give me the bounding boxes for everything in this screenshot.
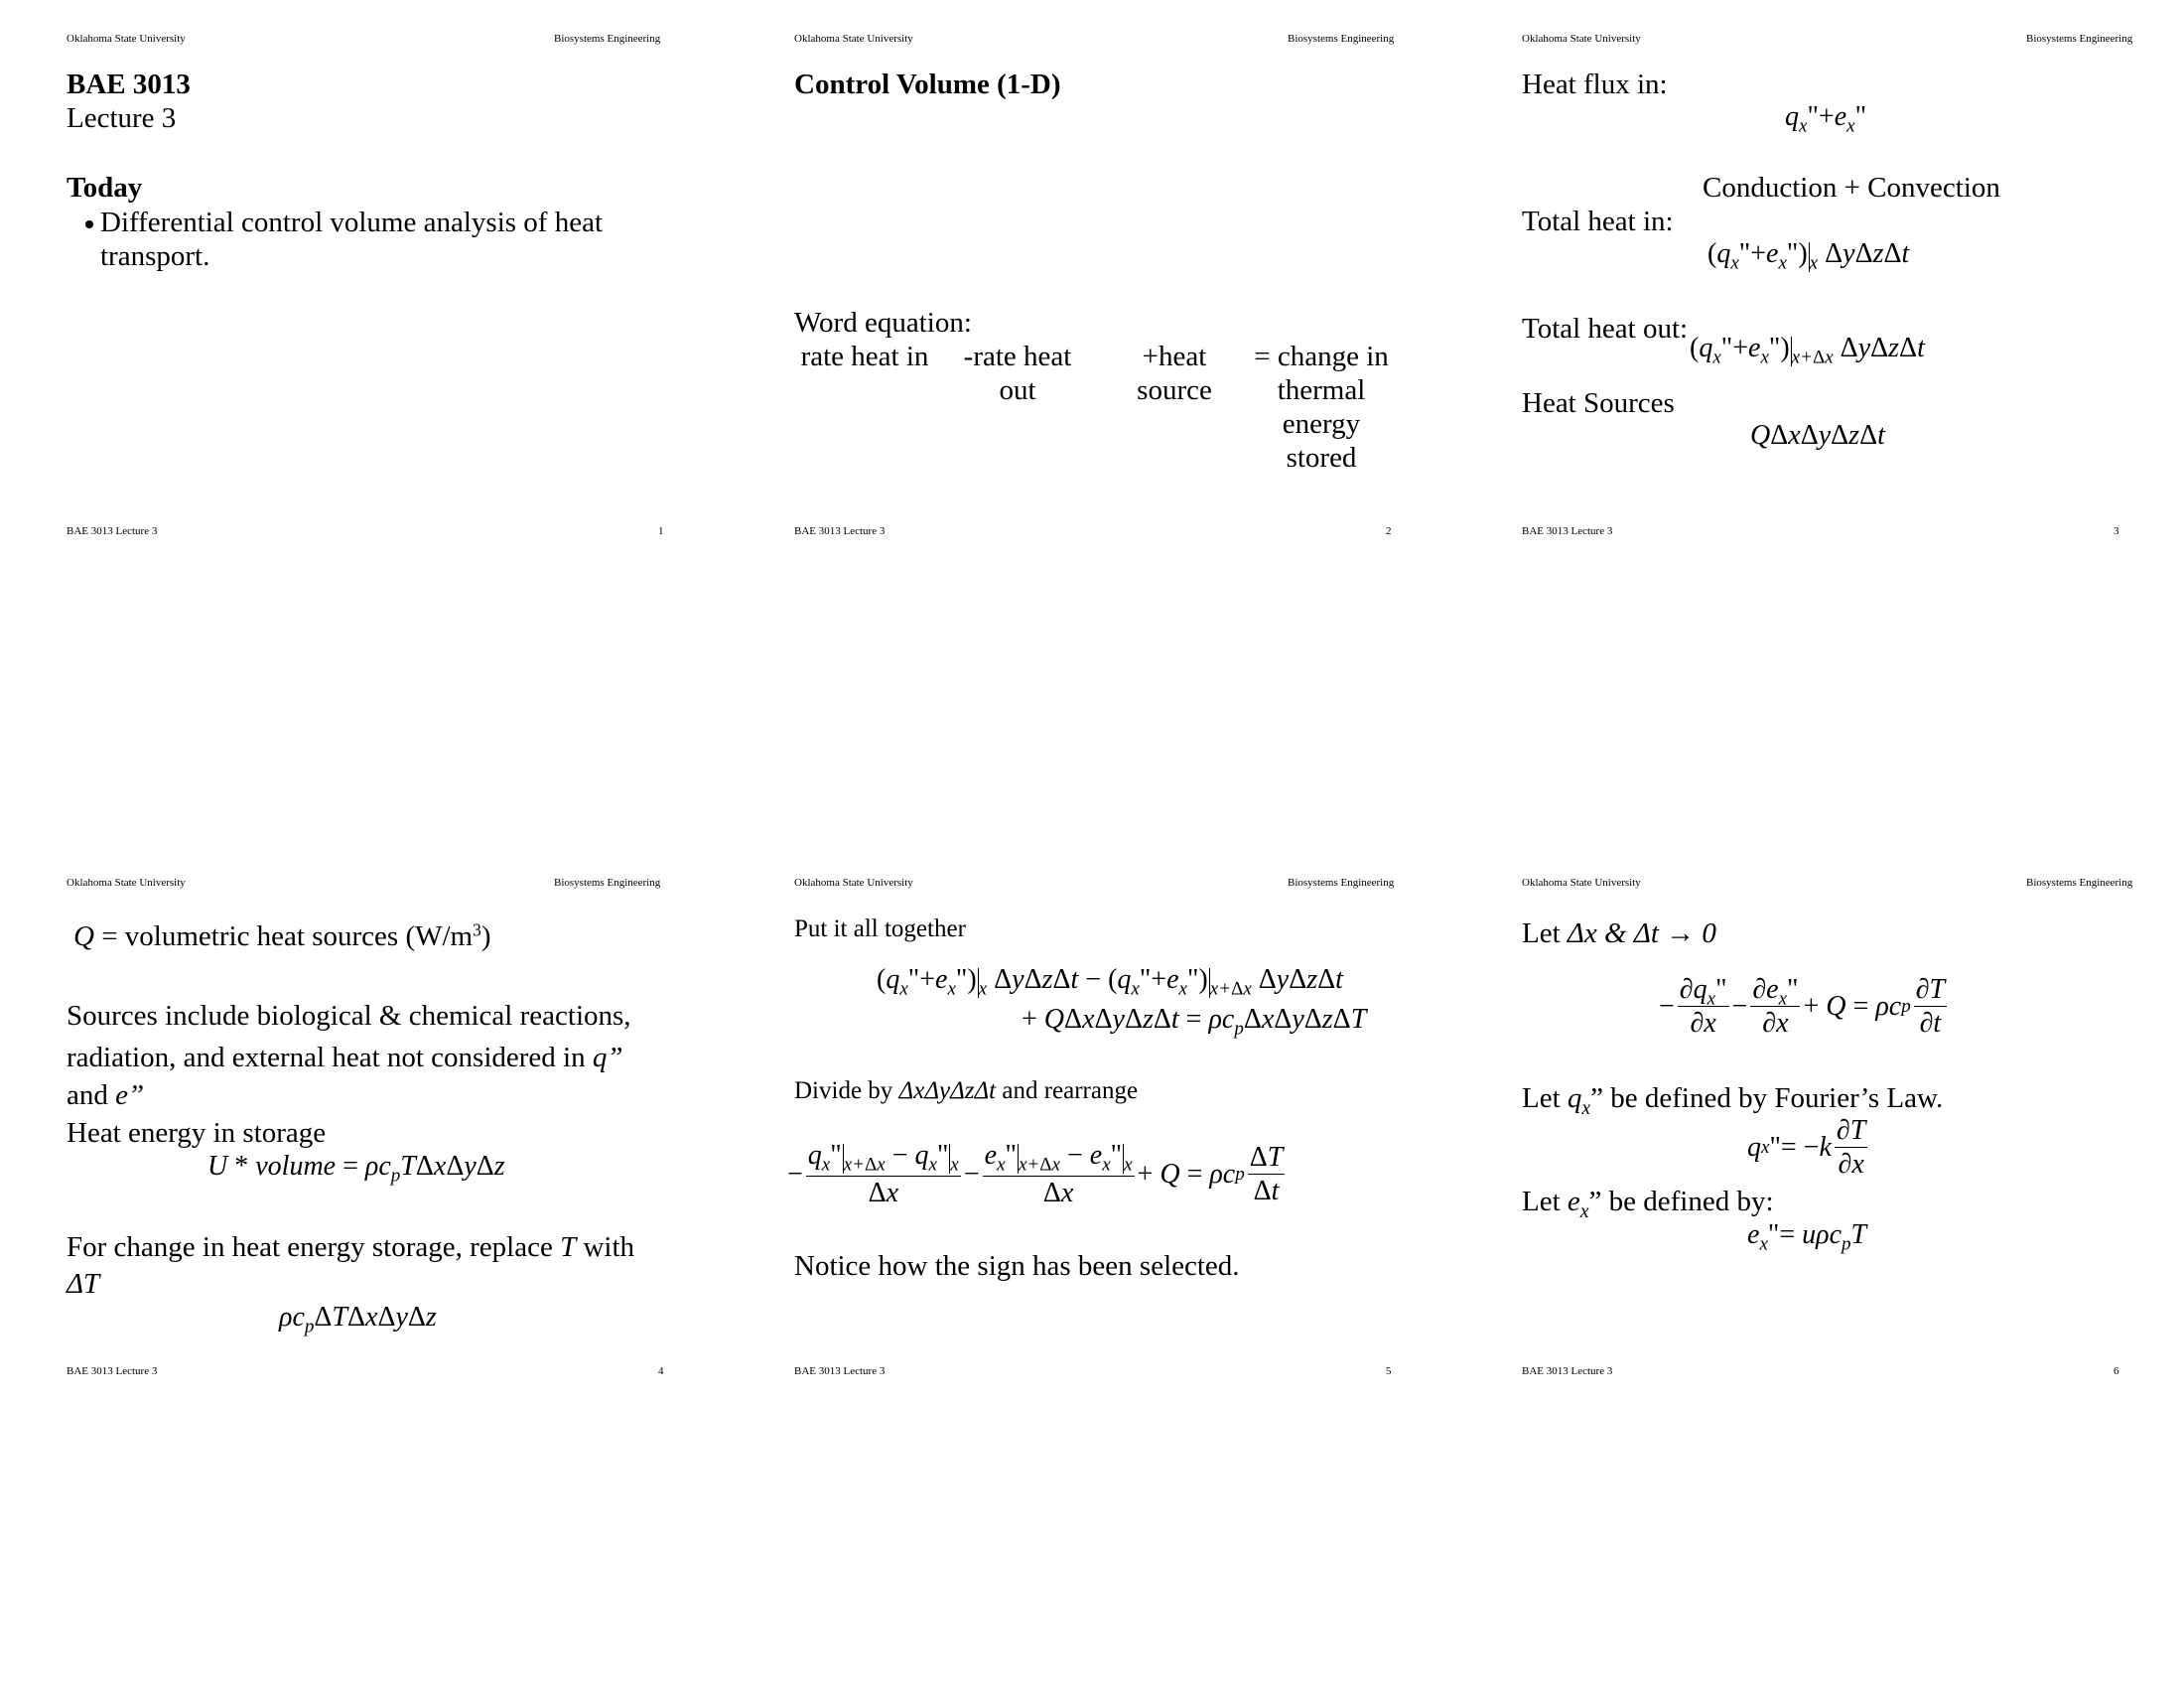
footer-left: BAE 3013 Lecture 3 — [1522, 525, 1613, 537]
intro-text: Put it all together — [794, 915, 966, 942]
header-right: Biosystems Engineering — [554, 33, 661, 45]
term-rate-heat-in — [797, 343, 932, 371]
temperature-rate: $\frac{\Delta T}{\Delta t}$ — [1249, 1141, 1284, 1207]
flux-caption: Conduction + Convection — [1703, 172, 2000, 204]
section-heading: Today — [67, 172, 143, 204]
sources-text: and — [67, 1079, 116, 1111]
heat-flux-formula: $q_x"+e_x$" — [1785, 101, 1867, 137]
page-number: 2 — [1386, 525, 1392, 537]
total-out-formula: $(q_x"+e_x")$ $_{x+\Delta x}$ ΔyΔzΔt — [1690, 333, 1925, 368]
divide-instruction — [794, 1078, 1138, 1103]
total-in-formula: $(q_x"+e_x")$ $_x$ ΔyΔzΔt — [1707, 238, 1910, 274]
slide-6 — [1455, 850, 2183, 1406]
limit-statement — [1522, 919, 1716, 948]
x-subscript: x — [1581, 1096, 1591, 1119]
header-right: Biosystems Engineering — [2026, 877, 2133, 889]
total-out-label: Total heat out: — [1522, 313, 1689, 345]
fourier-law-formula: q x "= − k $\frac{\partial T}{\partial x}$ — [1747, 1115, 1866, 1181]
q-close: ) — [480, 920, 491, 952]
term-line: stored — [1286, 442, 1357, 474]
header-right: Biosystems Engineering — [1288, 877, 1395, 889]
header-right: Biosystems Engineering — [1288, 33, 1395, 45]
term-line: out — [999, 374, 1036, 406]
slide-title: Control Volume (1-D) — [794, 69, 1061, 100]
discrete-equation: − $\frac{q_x" _{x+\Delta x} - q_x" _x}{\Delta x}$ − $\frac{e_x" _{x+\Delta x} - e_x" _x}{\Delta x}$ + Q = ρc p $\frac{\Delta T}{\Delta t}$ — [787, 1140, 1284, 1208]
sources-line-3 — [67, 1081, 144, 1110]
e-symbol: e — [1567, 1186, 1580, 1217]
bullet-icon — [85, 220, 93, 228]
term-rate-heat-out — [958, 343, 1077, 405]
header-left: Oklahoma State University — [794, 877, 913, 889]
limit-text: Let — [1522, 917, 1568, 949]
slide-3 — [1455, 0, 2183, 556]
q-symbol: q” — [592, 1042, 623, 1073]
term-line: thermal — [1277, 374, 1366, 406]
divide-text: Divide by — [794, 1077, 899, 1104]
balance-equation-line-2: + $Q\Delta x\Delta y\Delta z\Delta t = \rho c_p\Delta x\Delta y\Delta z\Delta T$ — [1022, 1004, 1367, 1040]
divide-text: and rearrange — [996, 1077, 1139, 1104]
t-symbol: T — [560, 1231, 577, 1263]
change-formula: $\rho c_p\Delta T\Delta x\Delta y\Delta z$ — [279, 1302, 437, 1337]
header-left: Oklahoma State University — [1522, 33, 1641, 45]
bullet-text-line2: transport. — [100, 240, 210, 272]
term-line: energy — [1282, 408, 1361, 440]
q-definition — [73, 919, 491, 952]
sources-line-2 — [67, 1044, 623, 1072]
heat-flux-label: Heat flux in: — [1522, 69, 1668, 100]
storage-formula: U * volume = $\rho c_pT\Delta x\Delta y\Delta z$ — [207, 1151, 505, 1187]
page-number: 1 — [658, 525, 664, 537]
slide-5 — [728, 850, 1455, 1406]
page-number: 3 — [2114, 525, 2119, 537]
bullet-text-line1: Differential control volume analysis of heat — [100, 207, 603, 238]
heat-equation-pde: − $\frac{\partial q_x"}{\partial x}$ − $\frac{\partial e_x"}{\partial x}$ + Q = ρc p $\frac{\partial T}{\partial t}$ — [1659, 974, 1946, 1040]
term-line: -rate heat — [963, 341, 1072, 372]
e-symbol: e” — [115, 1079, 145, 1111]
temperature-gradient: $\frac{\partial T}{\partial x}$ — [1836, 1115, 1866, 1181]
change-line-1 — [67, 1233, 634, 1262]
footer-left: BAE 3013 Lecture 3 — [794, 1365, 886, 1377]
slide-1 — [0, 0, 728, 556]
convection-derivative: $\frac{\partial e_x"}{\partial x}$ — [1752, 974, 1799, 1040]
balance-equation-line-1: $(q_x"+e_x")$ $_x$ $\Delta y\Delta z\Delta t - (q_x"+e_x")$ $_{x+\Delta x}$ ΔyΔzΔt — [877, 964, 1343, 1000]
fourier-text: ” be defined by Fourier’s Law. — [1590, 1082, 1944, 1114]
term-line: source — [1137, 374, 1212, 406]
conduction-derivative: $\frac{\partial q_x"}{\partial x}$ — [1679, 974, 1727, 1040]
word-equation-label: Word equation: — [794, 307, 972, 339]
footer-left: BAE 3013 Lecture 3 — [794, 525, 886, 537]
change-text: For change in heat energy storage, replace — [67, 1231, 561, 1263]
slide-title: BAE 3013 — [67, 69, 191, 100]
term-line: = change in — [1254, 341, 1389, 372]
storage-label: Heat energy in storage — [67, 1117, 327, 1149]
time-derivative: $\frac{\partial T}{\partial t}$ — [1915, 974, 1946, 1040]
fourier-statement — [1522, 1082, 1944, 1119]
q-symbol: q — [1567, 1082, 1582, 1114]
q-text: = volumetric heat sources (W/m — [93, 920, 474, 952]
sources-text: radiation, and external heat not considered in — [67, 1042, 593, 1073]
header-left: Oklahoma State University — [1522, 877, 1641, 889]
advection-text: Let — [1522, 1186, 1568, 1217]
footer-left: BAE 3013 Lecture 3 — [1522, 1365, 1613, 1377]
notice-text: Notice how the sign has been selected. — [794, 1250, 1240, 1282]
divide-expression: ΔxΔyΔzΔt — [898, 1077, 997, 1104]
x-subscript: x — [1579, 1199, 1589, 1222]
convection-difference: $\frac{e_x" _{x+\Delta x} - e_x" _x}{\Delta x}$ — [984, 1140, 1133, 1208]
header-right: Biosystems Engineering — [554, 877, 661, 889]
change-text: with — [576, 1231, 635, 1263]
term-change-stored — [1249, 343, 1394, 473]
heat-sources-formula: QΔxΔyΔzΔt — [1750, 420, 1885, 451]
footer-left: BAE 3013 Lecture 3 — [67, 1365, 158, 1377]
unit-exponent: 3 — [473, 919, 481, 940]
term-heat-source — [1127, 343, 1222, 405]
conduction-difference: $\frac{q_x" _{x+\Delta x} - q_x" _x}{\Delta x}$ — [807, 1140, 959, 1208]
header-left: Oklahoma State University — [67, 33, 186, 45]
total-in-label: Total heat in: — [1522, 206, 1674, 237]
term-line: rate heat in — [800, 341, 929, 372]
heat-sources-label: Heat Sources — [1522, 387, 1675, 419]
change-line-2: ΔT — [67, 1268, 100, 1300]
page-number: 5 — [1386, 1365, 1392, 1377]
page-number: 6 — [2114, 1365, 2119, 1377]
slide-4 — [0, 850, 728, 1406]
header-left: Oklahoma State University — [67, 877, 186, 889]
fourier-text: Let — [1522, 1082, 1568, 1114]
advection-statement — [1522, 1186, 1774, 1222]
sources-line-1: Sources include biological & chemical reactions, — [67, 1000, 631, 1032]
footer-left: BAE 3013 Lecture 3 — [67, 525, 158, 537]
slide-2 — [728, 0, 1455, 556]
advection-text: ” be defined by: — [1588, 1186, 1774, 1217]
term-line: +heat — [1142, 341, 1207, 372]
slide-subtitle: Lecture 3 — [67, 102, 177, 134]
page-number: 4 — [658, 1365, 664, 1377]
header-left: Oklahoma State University — [794, 33, 913, 45]
header-right: Biosystems Engineering — [2026, 33, 2133, 45]
advection-formula: $e_x"= u\rho c_pT$ — [1747, 1219, 1867, 1255]
q-symbol: Q — [73, 920, 94, 952]
limit-expression: Δx & Δt → 0 — [1567, 917, 1716, 949]
